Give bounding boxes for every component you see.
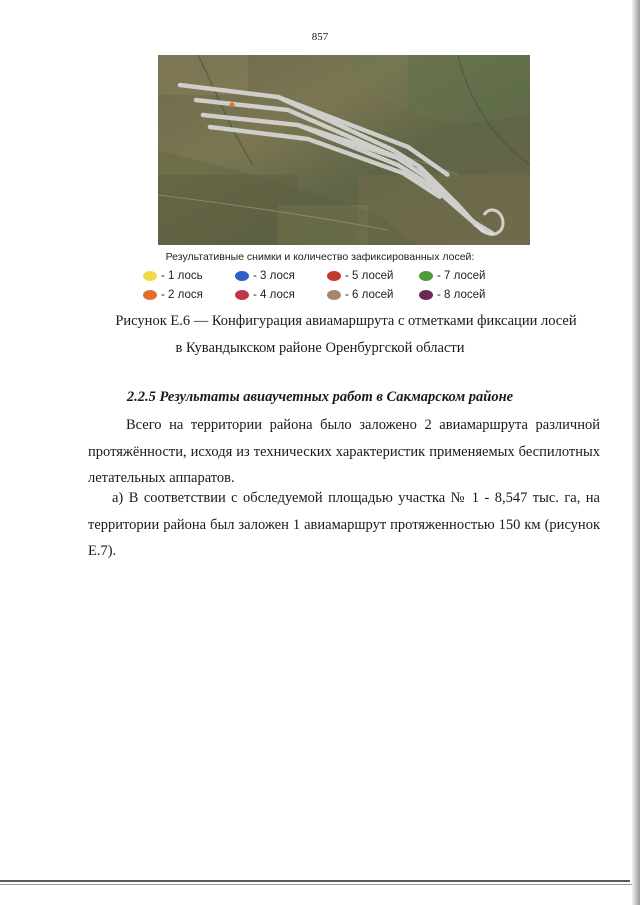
color-swatch-icon <box>327 271 341 281</box>
legend-label: - 1 лось <box>161 270 203 282</box>
figure-caption-line-1: Рисунок Е.6 — Конфигурация авиамаршрута с отметками фиксации лосей <box>115 313 577 329</box>
legend-label: - 3 лося <box>253 270 295 282</box>
page-edge-shadow <box>632 0 640 905</box>
body-paragraph-2: а) В соответствии с обследуемой площадью участка № 1 - 8,547 тыс. га, на территории района был заложен 1 авиамаршрут протяженностью 150 км (рисунок Е.7). <box>88 490 600 559</box>
page-bottom-rule <box>0 880 630 882</box>
legend-label: - 6 лосей <box>345 289 394 301</box>
body-paragraph-1: Всего на территории района было заложено 2 авиамаршрута различной протяжённости, исходя из технических характеристик применяемых беспилотных летательных аппаратов. <box>88 417 600 486</box>
figure-caption-line-2: в Кувандыкском районе Оренбургской области <box>175 340 465 356</box>
color-swatch-icon <box>327 290 341 300</box>
color-swatch-icon <box>419 290 433 300</box>
legend-label: - 7 лосей <box>437 270 486 282</box>
color-swatch-icon <box>143 271 157 281</box>
color-swatch-icon <box>419 271 433 281</box>
legend-item <box>419 270 497 282</box>
legend-label: - 2 лося <box>161 289 203 301</box>
legend-item <box>419 289 497 301</box>
legend-item <box>143 289 221 301</box>
page-number: 857 <box>311 31 329 43</box>
satellite-route-image <box>158 55 530 245</box>
section-heading: 2.2.5 Результаты авиаучетных работ в Сакмарском районе <box>126 389 514 405</box>
page-bottom-rule-secondary <box>0 884 632 885</box>
legend-item <box>327 289 405 301</box>
legend-label: - 8 лосей <box>437 289 486 301</box>
legend-label: - 5 лосей <box>345 270 394 282</box>
legend-item <box>143 270 221 282</box>
color-swatch-icon <box>143 290 157 300</box>
legend-item <box>235 289 313 301</box>
legend-row-1 <box>0 270 640 282</box>
color-swatch-icon <box>235 271 249 281</box>
color-swatch-icon <box>235 290 249 300</box>
legend-item <box>327 270 405 282</box>
legend-title: Результативные снимки и количество зафиксированных лосей: <box>165 251 475 263</box>
legend-label: - 4 лося <box>253 289 295 301</box>
legend-item <box>235 270 313 282</box>
legend-row-2 <box>0 289 640 301</box>
